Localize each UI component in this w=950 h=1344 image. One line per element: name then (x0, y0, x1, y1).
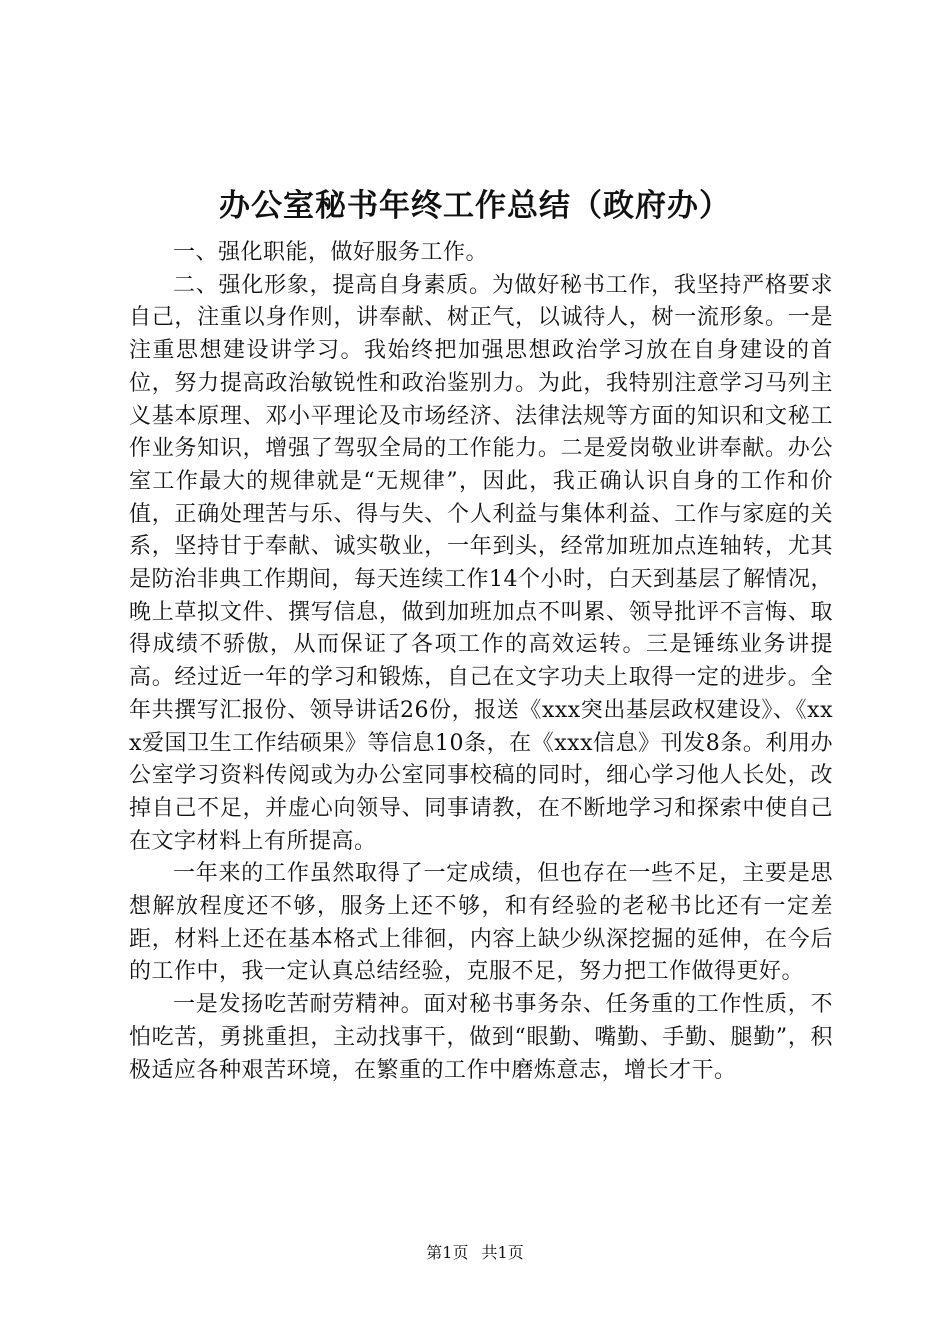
document-body (129, 237, 833, 1087)
paragraph-3: 一年来的工作虽然取得了一定成绩，但也存在一些不足，主要是思想解放程度还不够，服务上还不够，和有经验的老秘书比还有一定差距，材料上还在基本格式上徘徊，内容上缺少纵深挖掘的延伸，在今后的工作中，我一定认真总结经验，克服不足，努力把工作做得更好。 (129, 861, 833, 985)
document-title: 办公室秘书年终工作总结（政府办） (219, 188, 731, 224)
paragraph-4: 一是发扬吃苦耐劳精神。面对秘书事务杂、任务重的工作性质，不怕吃苦，勇挑重担，主动找事干，做到“眼勤、嘴勤、手勤、腿勤”，积极适应各种艰苦环境，在繁重的工作中磨炼意志，增长才干。 (129, 992, 833, 1083)
paragraph-2: 二、强化形象，提高自身素质。为做好秘书工作，我坚持严格要求自己，注重以身作则，讲奉献、树正气，以诚待人，树一流形象。一是注重思想建设讲学习。我始终把加强思想政治学习放在自身建设的首位，努力提高政治敏锐性和政治鉴别力。为此，我特别注意学习马列主义基本原理、邓小平理论及市场经济、法律法规等方面的知识和文秘工作业务知识，增强了驾驭全局的工作能力。二是爱岗敬业讲奉献。办公室工作最大的规律就是“无规律”，因此，我正确认识自身的工作和价值，正确处理苦与乐、得与失、个人利益与集体利益、工作与家庭的关系，坚持甘于奉献、诚实敬业，一年到头，经常加班加点连轴转，尤其是防治非典工作期间，每天连续工作14个小时，白天到基层了解情况，晚上草拟文件、撰写信息，做到加班加点不叫累、领导批评不言悔、取得成绩不骄傲，从而保证了各项工作的高效运转。三是锤练业务讲提高。经过近一年的学习和锻炼，自己在文字功夫上取得一定的进步。全年共撰写汇报份、领导讲话26份，报送《xxx突出基层政权建设》、《xxx爱国卫生工作结硕果》等信息10条，在《xxx信息》刊发8条。利用办公室学习资料传阅或为办公室同事校稿的同时，细心学习他人长处，改掉自己不足，并虚心向领导、同事请教，在不断地学习和探索中使自己在文字材料上有所提高。 (129, 272, 833, 854)
page-number-current: 第1页 (426, 1243, 469, 1262)
page-number-total: 共1页 (481, 1243, 524, 1262)
paragraph-1: 一、强化职能，做好服务工作。 (173, 240, 489, 265)
page-footer (0, 1242, 950, 1264)
